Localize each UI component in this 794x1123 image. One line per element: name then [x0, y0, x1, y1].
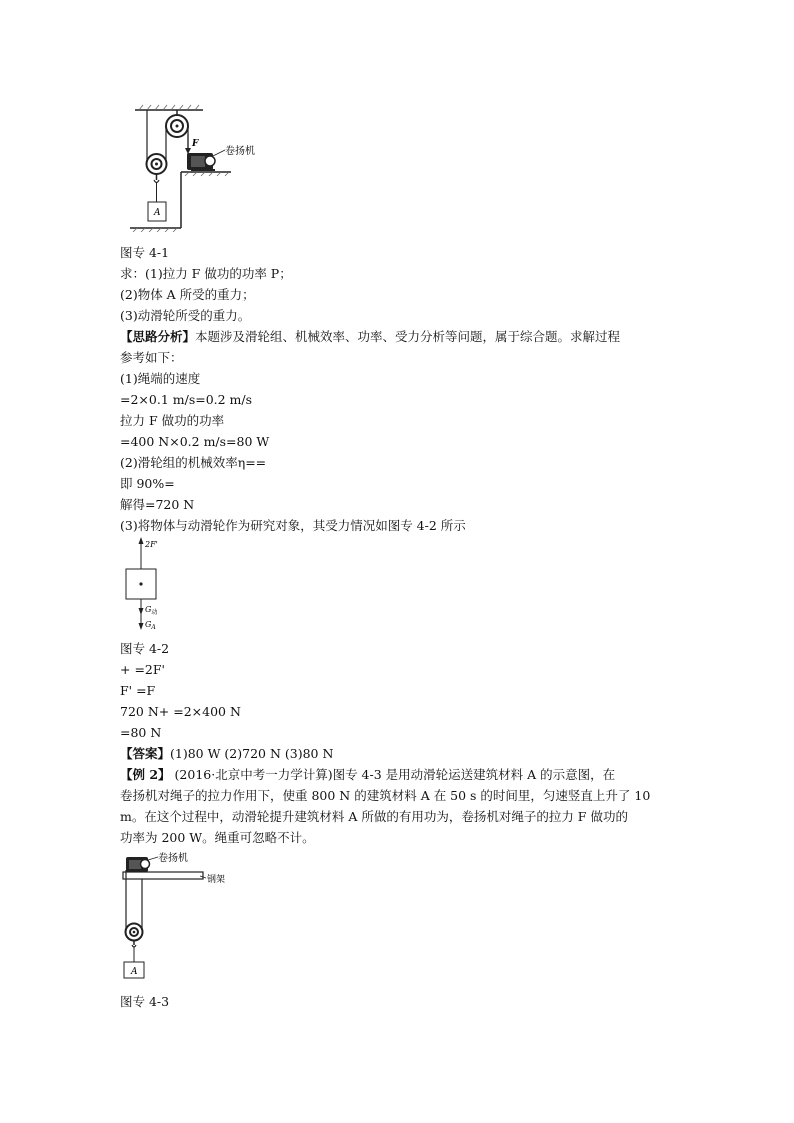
figure-pulley-winch [125, 104, 265, 232]
label-winch: 卷扬机 [225, 146, 255, 157]
analysis-step1: (1)绳端的速度 [120, 371, 201, 386]
example2-heading: 【例 2】 [120, 767, 171, 782]
analysis-step6: 即 90%= [120, 476, 175, 491]
example2-text1: (2016·北京中考一力学计算)图专 4-3 是用动滑轮运送建筑材料 A 的示意图，在 [170, 767, 616, 782]
analysis-text1: 本题涉及滑轮组、机械效率、功率、受力分析等问题，属于综合题。求解过程 [195, 329, 621, 344]
equation-1: + =2F' [120, 662, 165, 677]
caption-figure3: 图专 4-3 [120, 994, 170, 1009]
figure-winch-frame [118, 852, 248, 982]
analysis-step4: =400 N×0.2 m/s=80 W [120, 434, 270, 449]
question-2: (2)物体 A 所受的重力； [120, 287, 255, 302]
label-G-A: $G_A$ [145, 620, 156, 631]
label-frame: 钢架 [207, 875, 226, 885]
example2-line3: m。在这个过程中，动滑轮提升建筑材料 A 所做的有用功为，卷扬机对绳子的拉力 F 做功的 [120, 809, 628, 824]
analysis-line1 [120, 329, 620, 345]
analysis-heading: 【思路分析】 [120, 329, 196, 344]
question-3: (3)动滑轮所受的重力。 [120, 308, 251, 323]
example2-line4: 功率为 200 W。绳重可忽略不计。 [120, 830, 315, 845]
label-F: F [192, 139, 199, 149]
analysis-step3: 拉力 F 做功的功率 [120, 413, 225, 428]
caption-figure1: 图专 4-1 [120, 245, 170, 260]
answer-line [120, 746, 333, 762]
analysis-step8: (3)将物体与动滑轮作为研究对象，其受力情况如图专 4-2 所示 [120, 518, 466, 533]
example2-line1 [120, 767, 615, 783]
label-winch-3: 卷扬机 [158, 853, 188, 864]
figure-force-diagram [120, 535, 190, 635]
equation-2: F' =F [120, 683, 156, 698]
answer-text: (1)80 W (2)720 N (3)80 N [170, 746, 334, 761]
label-A: A [154, 208, 161, 218]
analysis-step2: =2×0.1 m/s=0.2 m/s [120, 392, 253, 407]
equation-3: 720 N+ =2×400 N [120, 704, 241, 719]
label-A-3: A [131, 967, 138, 977]
label-G-pulley: $G_动$ [145, 605, 158, 616]
example2-line2: 卷扬机对绳子的拉力作用下，使重 800 N 的建筑材料 A 在 50 s 的时间里，匀速竖直上升了 10 [120, 788, 651, 803]
equation-4: =80 N [120, 725, 162, 740]
question-1: 求：(1)拉力 F 做功的功率 P； [120, 266, 292, 281]
analysis-step7: 解得=720 N [120, 497, 195, 512]
answer-heading: 【答案】 [120, 746, 171, 761]
label-2F: 2F' [145, 540, 158, 549]
analysis-step5: (2)滑轮组的机械效率η== [120, 455, 267, 470]
caption-figure2: 图专 4-2 [120, 641, 170, 656]
analysis-text2: 参考如下： [120, 350, 183, 365]
